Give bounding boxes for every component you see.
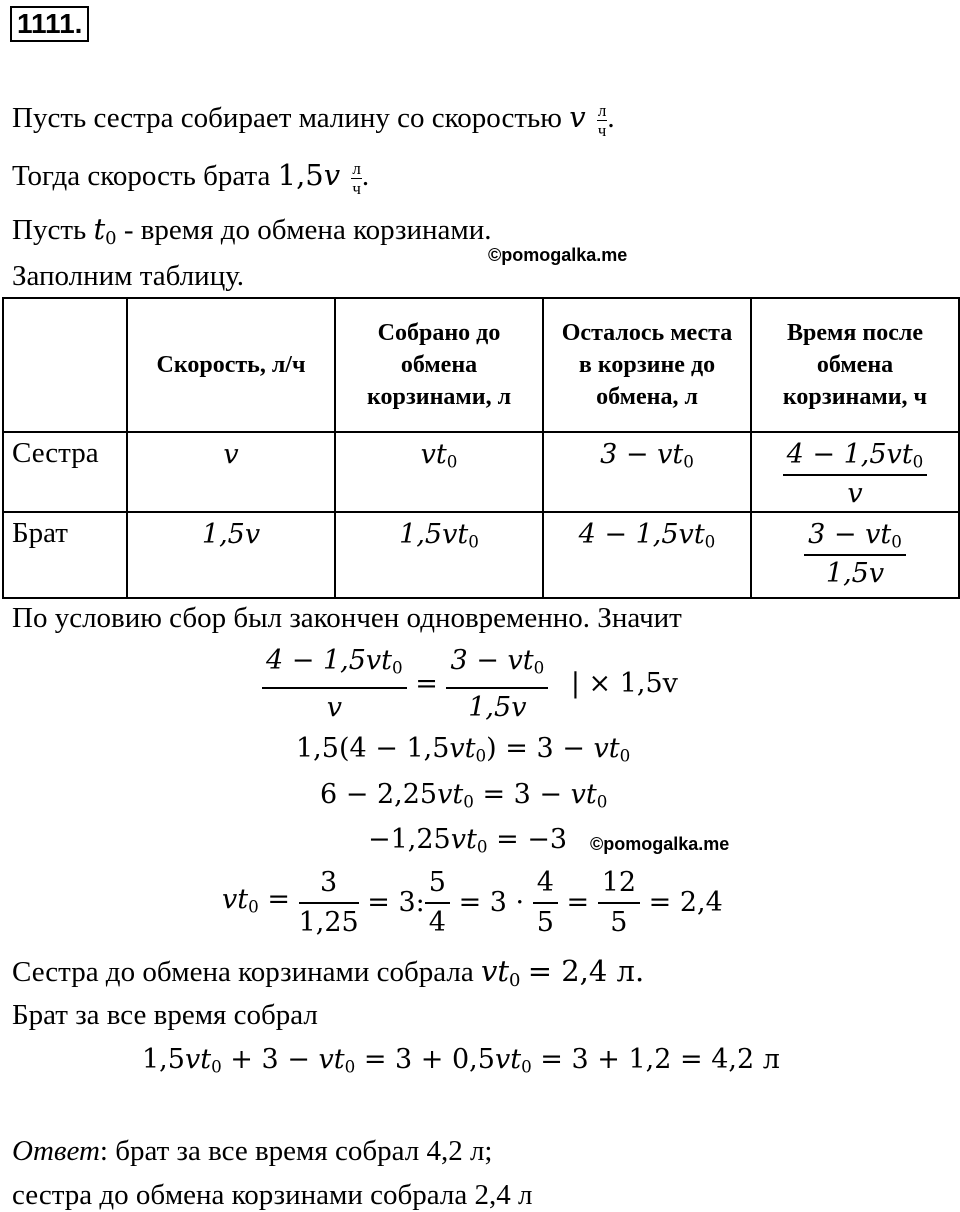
data-table bbox=[2, 297, 960, 599]
equation-1: $\frac{4 - 1,5vt_0}{v}$ = $\frac{3 - vt_0}{1,5v}$ | × 1,5v bbox=[262, 644, 678, 725]
cell-speed: 1,5v bbox=[127, 512, 335, 598]
table-header-row bbox=[3, 298, 959, 432]
intro-line-2: Тогда скорость брата 1,5v л ч . bbox=[12, 158, 370, 198]
cell-collected: $vt_0$ bbox=[335, 432, 543, 512]
header-empty bbox=[3, 298, 127, 432]
equation-4: $-1,25vt_0 = -3$ bbox=[368, 824, 568, 857]
cell-left: $4 - 1,5vt_0$ bbox=[543, 512, 751, 598]
eq1-multiplier: | × 1,5v bbox=[570, 668, 678, 700]
sister-result: Сестра до обмена корзинами собрала $vt_0 = 2,4$ л. bbox=[12, 954, 645, 992]
cell-left: $3 - vt_0$ bbox=[543, 432, 751, 512]
cell-time: $\frac{4 - 1,5vt_0}{v}$ bbox=[751, 432, 959, 512]
eq1-left-fraction: $\frac{4 - 1,5vt_0}{v}$ bbox=[262, 644, 407, 725]
table-row bbox=[3, 512, 959, 598]
var-t0: $t_0$ bbox=[93, 212, 117, 250]
unit-fraction: л ч bbox=[352, 158, 361, 198]
header-collected: Собрано до обмена корзинами, л bbox=[335, 298, 543, 432]
cell-collected: $1,5vt_0$ bbox=[335, 512, 543, 598]
unit-fraction: л ч bbox=[597, 100, 607, 140]
watermark: ©pomogalka.me bbox=[488, 245, 628, 265]
cell-time: $\frac{3 - vt_0}{1,5v}$ bbox=[751, 512, 959, 598]
cell-speed: v bbox=[127, 432, 335, 512]
answer-line-1: Ответ: брат за все время собрал 4,2 л; bbox=[12, 1135, 493, 1167]
intro-line-1: Пусть сестра собирает малину со скоростью v л ч . bbox=[12, 100, 615, 140]
condition-text: По условию сбор был закончен одновременно. Значит bbox=[12, 602, 682, 634]
table-row bbox=[3, 432, 959, 512]
watermark: ©pomogalka.me bbox=[590, 834, 730, 854]
eq1-right-fraction: $\frac{3 - vt_0}{1,5v}$ bbox=[446, 644, 548, 725]
row-label-sister: Сестра bbox=[3, 432, 127, 512]
var-v: v bbox=[569, 100, 586, 134]
answer-line-2: сестра до обмена корзинами собрала 2,4 л bbox=[12, 1179, 533, 1211]
header-left: Осталось места в корзине до обмена, л bbox=[543, 298, 751, 432]
intro-line-2-text: Тогда скорость брата bbox=[12, 160, 271, 192]
equation-2: $1,5(4 - 1,5vt_0) = 3 - vt_0$ bbox=[296, 733, 631, 766]
equation-3: $6 - 2,25vt_0 = 3 - vt_0$ bbox=[320, 779, 608, 812]
equation-total: $1,5vt_0 + 3 - vt_0 = 3 + 0,5vt_0 = 3 + 1,2 = 4,2$ л bbox=[142, 1044, 780, 1077]
header-time: Время после обмена корзинами, ч bbox=[751, 298, 959, 432]
equation-5: $vt_0$ = $\frac{3}{1,25}$ = 3: $\frac{5}{4}$ = 3 · $\frac{4}{5}$ = $\frac{12}{5}$ = 2,4 bbox=[222, 867, 723, 938]
var-v: v bbox=[323, 158, 341, 192]
answer-label: Ответ bbox=[12, 1135, 100, 1167]
brother-text: Брат за все время собрал bbox=[12, 999, 318, 1031]
intro-line-4: Заполним таблицу. bbox=[12, 260, 245, 292]
intro-line-1-text: Пусть сестра собирает малину со скоростью bbox=[12, 102, 562, 134]
intro-line-3: Пусть $t_0$ - время до обмена корзинами. bbox=[12, 212, 492, 250]
header-speed: Скорость, л/ч bbox=[127, 298, 335, 432]
problem-number: 1111. bbox=[10, 6, 89, 42]
row-label-brother: Брат bbox=[3, 512, 127, 598]
brother-coef: 1,5 bbox=[277, 158, 324, 192]
